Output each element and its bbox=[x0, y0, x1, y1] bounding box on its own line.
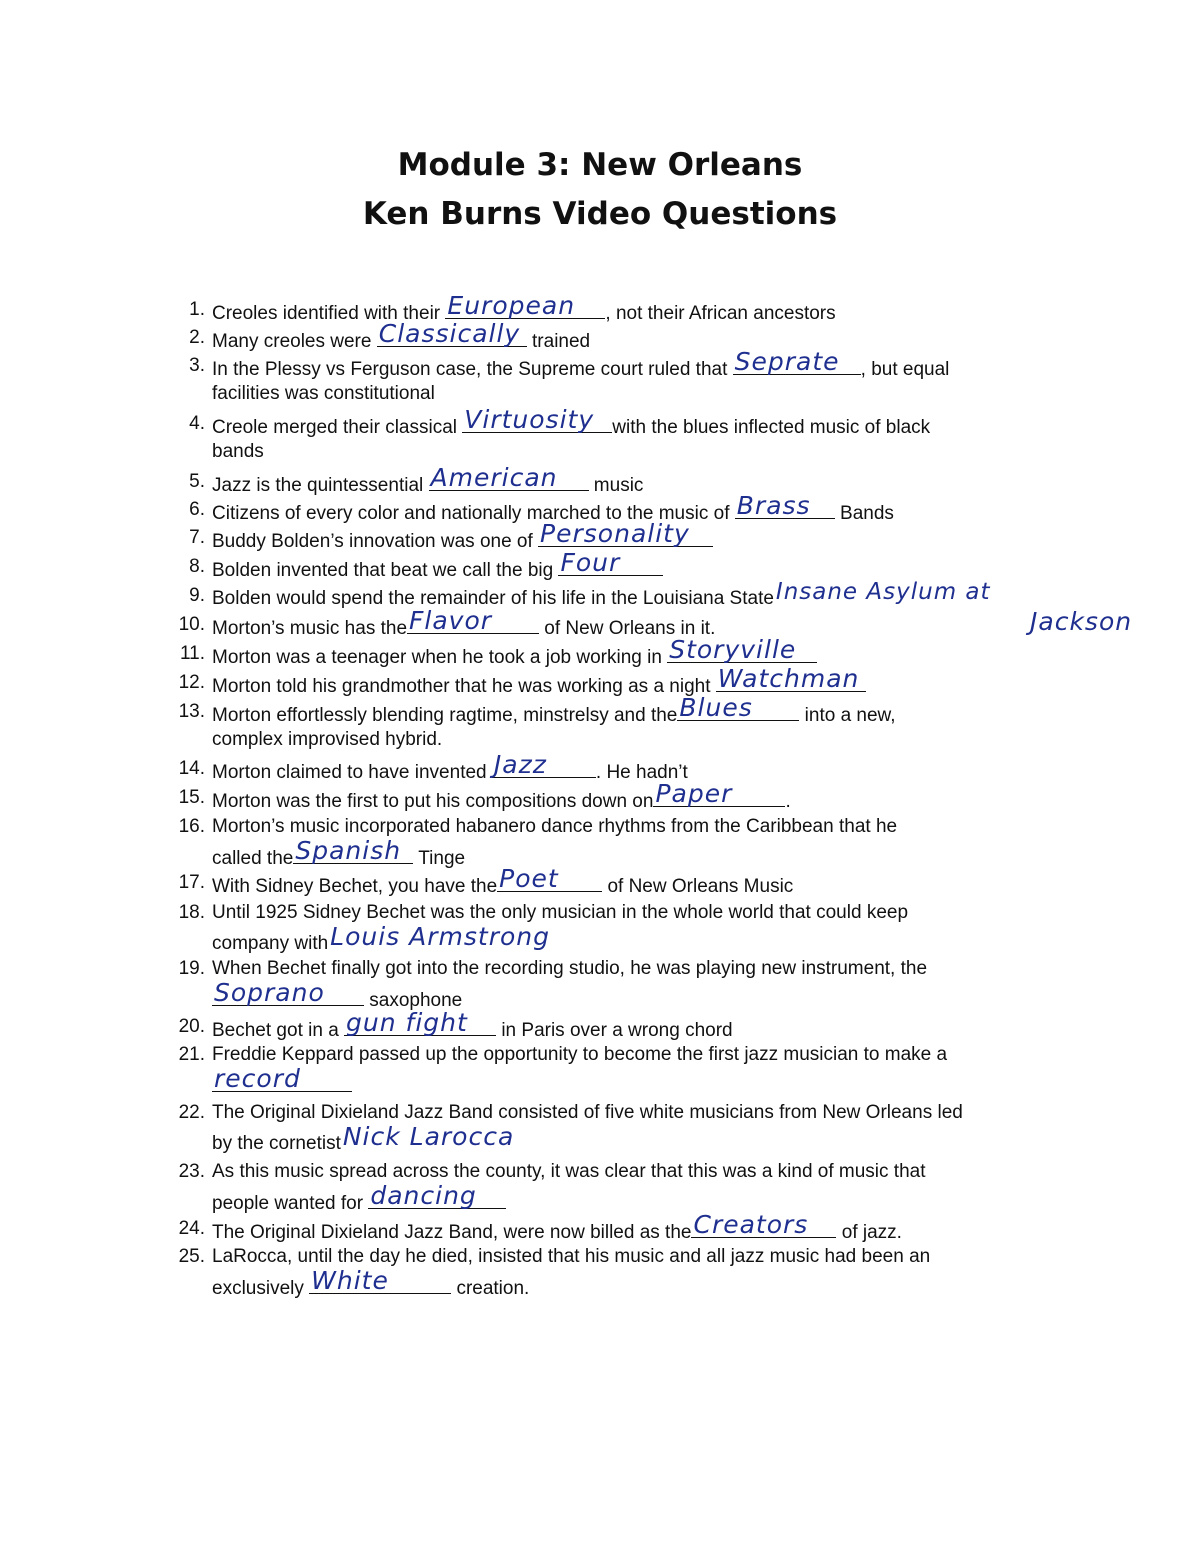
question-text: Morton claimed to have invented bbox=[212, 762, 487, 783]
question-text-line2: by the cornetist bbox=[212, 1133, 341, 1154]
question-number: 24. bbox=[178, 1218, 205, 1239]
handwritten-answer: Storyville bbox=[669, 635, 797, 664]
question-text-after: , but equal bbox=[860, 359, 950, 380]
question-number: 23. bbox=[178, 1161, 205, 1182]
answer-blank bbox=[445, 291, 605, 320]
question-number: 16. bbox=[178, 816, 205, 837]
question-number: 13. bbox=[178, 701, 205, 722]
question-number: 8. bbox=[189, 556, 205, 577]
handwritten-answer: Seprate bbox=[734, 347, 840, 376]
question-text-after: creation. bbox=[456, 1278, 530, 1299]
answer-blank bbox=[558, 548, 663, 577]
answer-blank bbox=[735, 491, 835, 520]
question-number: 17. bbox=[178, 872, 205, 893]
handwritten-answer: Classically bbox=[378, 319, 521, 348]
handwritten-answer: Four bbox=[560, 548, 621, 577]
question-text-after: trained bbox=[532, 331, 591, 352]
answer-blank bbox=[492, 750, 596, 779]
question-number: 10. bbox=[178, 614, 205, 635]
question-text-after: music bbox=[593, 475, 644, 496]
handwritten-answer: Creators bbox=[693, 1210, 809, 1239]
question-text-after: . He hadn’t bbox=[595, 762, 688, 783]
question-text-after: of New Orleans in it. bbox=[544, 618, 716, 639]
handwritten-answer: Insane Asylum at bbox=[775, 579, 991, 605]
question-text: Bolden invented that beat we call the big bbox=[212, 560, 554, 581]
handwritten-answer: gun fight bbox=[346, 1008, 468, 1037]
question-text: In the Plessy vs Ferguson case, the Supreme court ruled that bbox=[212, 359, 728, 380]
question-text-line2: bands bbox=[212, 441, 264, 462]
question-text: Morton was a teenager when he took a job working in bbox=[212, 647, 662, 668]
page-title: Module 3: New Orleans bbox=[397, 147, 803, 183]
question-text: Morton’s music has the bbox=[212, 618, 408, 639]
question-text-line2: facilities was constitutional bbox=[212, 383, 435, 404]
answer-blank bbox=[407, 606, 539, 635]
handwritten-answer: Soprano bbox=[214, 978, 325, 1007]
handwritten-answer: Watchman bbox=[717, 664, 860, 693]
question-text-after: of New Orleans Music bbox=[607, 876, 794, 897]
answer-blank bbox=[497, 864, 602, 893]
question-text: Morton was the first to put his compositions down on bbox=[212, 791, 654, 812]
handwritten-answer: White bbox=[311, 1266, 389, 1295]
question-number: 19. bbox=[178, 958, 205, 979]
handwritten-answer: Poet bbox=[499, 864, 559, 893]
answer-blank bbox=[733, 347, 861, 376]
question-number: 5. bbox=[189, 471, 205, 492]
question-number: 4. bbox=[189, 413, 205, 434]
question-number: 3. bbox=[189, 355, 205, 376]
question-number: 21. bbox=[178, 1044, 205, 1065]
handwritten-answer: Louis Armstrong bbox=[330, 922, 551, 951]
question-text-line2: called the bbox=[212, 848, 294, 869]
question-text: Morton effortlessly blending ragtime, minstrelsy and the bbox=[212, 705, 678, 726]
question-text: When Bechet finally got into the recording studio, he was playing new instrument, the bbox=[212, 958, 928, 979]
question-number: 15. bbox=[178, 787, 205, 808]
question-text-line2: exclusively bbox=[212, 1278, 304, 1299]
question-text: Creoles identified with their bbox=[212, 303, 441, 324]
question-text: LaRocca, until the day he died, insisted that his music and all jazz music had been an bbox=[212, 1246, 931, 1267]
question-text-after: of jazz. bbox=[841, 1222, 902, 1243]
question-text-line2: company with bbox=[212, 933, 329, 954]
question-number: 6. bbox=[189, 499, 205, 520]
question-text: Jazz is the quintessential bbox=[212, 475, 424, 496]
handwritten-answer: Nick Larocca bbox=[342, 1122, 515, 1151]
answer-blank bbox=[774, 579, 991, 605]
answer-blank bbox=[377, 319, 527, 348]
question-text: Bolden would spend the remainder of his life in the Louisiana State bbox=[212, 588, 774, 609]
question-text-line2: complex improvised hybrid. bbox=[212, 729, 443, 750]
handwritten-answer: Virtuosity bbox=[464, 405, 595, 434]
handwritten-answer: Jazz bbox=[493, 750, 547, 779]
handwritten-answer: Personality bbox=[540, 519, 690, 548]
question-text-after: , not their African ancestors bbox=[605, 303, 836, 324]
question-number: 1. bbox=[189, 299, 205, 320]
handwritten-answer-continued: Jackson bbox=[1030, 607, 1133, 636]
question-text-line2: people wanted for bbox=[212, 1193, 364, 1214]
question-text: Bechet got in a bbox=[212, 1020, 339, 1041]
handwritten-answer: Flavor bbox=[409, 606, 493, 635]
answer-blank bbox=[212, 978, 364, 1007]
question-text: With Sidney Bechet, you have the bbox=[212, 876, 498, 897]
question-number: 9. bbox=[189, 585, 205, 606]
answer-blank bbox=[691, 1210, 836, 1239]
question-text-after: into a new, bbox=[804, 705, 896, 726]
question-number: 22. bbox=[178, 1102, 205, 1123]
handwritten-answer: Paper bbox=[655, 779, 733, 808]
answer-blank bbox=[462, 405, 612, 434]
question-text: Citizens of every color and nationally marched to the music of bbox=[212, 503, 730, 524]
answer-blank bbox=[293, 836, 413, 865]
handwritten-answer: Spanish bbox=[295, 836, 402, 865]
answer-blank bbox=[653, 779, 785, 808]
question-number: 20. bbox=[178, 1016, 205, 1037]
question-number: 18. bbox=[178, 902, 205, 923]
question-text: Morton’s music incorporated habanero dance rhythms from the Caribbean that he bbox=[212, 816, 898, 837]
page-subtitle: Ken Burns Video Questions bbox=[362, 196, 838, 232]
answer-blank bbox=[677, 693, 799, 722]
question-text: Until 1925 Sidney Bechet was the only musician in the whole world that could keep bbox=[212, 902, 909, 923]
answer-blank bbox=[716, 664, 866, 693]
question-text-after: Bands bbox=[840, 503, 894, 524]
answer-blank bbox=[328, 922, 568, 951]
question-text-after: Tinge bbox=[418, 848, 466, 869]
answer-blank bbox=[344, 1008, 496, 1037]
question-text: Creole merged their classical bbox=[212, 417, 457, 438]
question-text-after: with the blues inflected music of black bbox=[612, 417, 931, 438]
question-number: 2. bbox=[189, 327, 205, 348]
question-number: 14. bbox=[178, 758, 205, 779]
question-text: As this music spread across the county, it was clear that this was a kind of music that bbox=[212, 1161, 926, 1182]
question-number: 12. bbox=[178, 672, 205, 693]
handwritten-answer: Blues bbox=[679, 693, 753, 722]
question-text: Morton told his grandmother that he was working as a night bbox=[212, 676, 711, 697]
answer-blank bbox=[667, 635, 817, 664]
answer-blank bbox=[341, 1122, 541, 1151]
handwritten-answer: dancing bbox=[370, 1181, 477, 1210]
answer-blank bbox=[309, 1266, 451, 1295]
question-text: Freddie Keppard passed up the opportunity to become the first jazz musician to make a bbox=[212, 1044, 948, 1065]
handwritten-answer: American bbox=[430, 463, 558, 492]
question-text-after: saxophone bbox=[369, 990, 463, 1011]
question-text: The Original Dixieland Jazz Band consisted of five white musicians from New Orleans led bbox=[212, 1102, 963, 1123]
question-text-after: . bbox=[785, 791, 791, 812]
question-text: The Original Dixieland Jazz Band, were now billed as the bbox=[212, 1222, 692, 1243]
question-text: Many creoles were bbox=[212, 331, 372, 352]
answer-blank bbox=[429, 463, 589, 492]
answer-blank bbox=[368, 1181, 506, 1210]
handwritten-answer: Brass bbox=[736, 491, 811, 520]
question-text-after: in Paris over a wrong chord bbox=[501, 1020, 733, 1041]
question-number: 11. bbox=[179, 643, 205, 664]
answer-blank bbox=[212, 1064, 352, 1093]
question-number: 7. bbox=[189, 527, 205, 548]
handwritten-answer: European bbox=[447, 291, 576, 320]
answer-blank bbox=[538, 519, 713, 548]
handwritten-answer: record bbox=[214, 1064, 301, 1093]
question-number: 25. bbox=[178, 1246, 205, 1267]
question-text: Buddy Bolden’s innovation was one of bbox=[212, 531, 533, 552]
